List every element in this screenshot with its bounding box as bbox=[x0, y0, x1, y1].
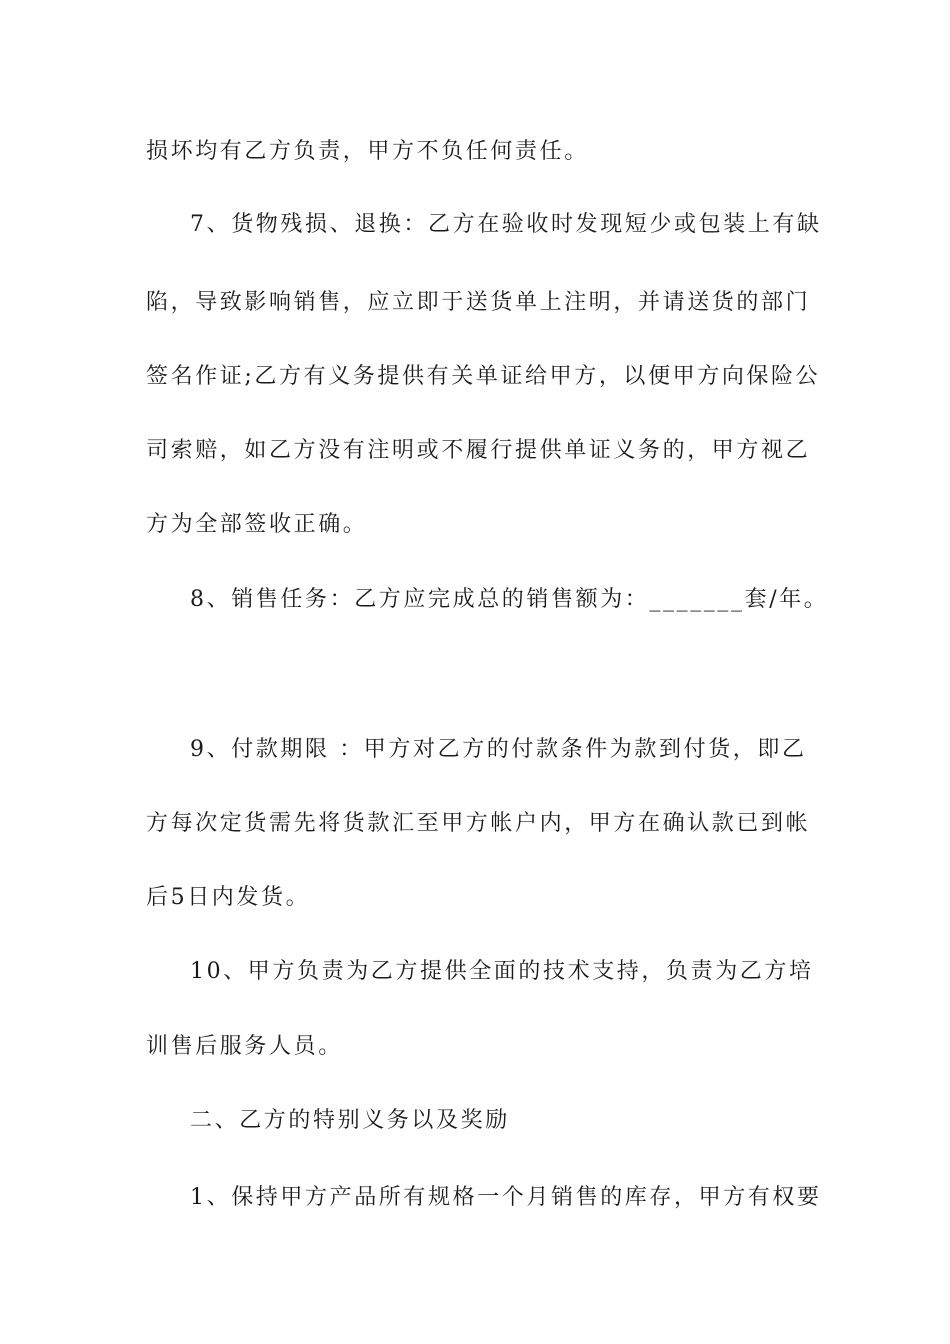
text-line-6: 方为全部签收正确。 bbox=[146, 512, 368, 537]
text-line-7: 8、销售任务：乙方应完成总的销售额为：_______套/年。 bbox=[190, 587, 829, 612]
section-heading: 二、乙方的特别义务以及奖励 bbox=[190, 1108, 510, 1133]
text-line-4: 签名作证;乙方有义务提供有关单证给甲方，以便甲方向保险公 bbox=[146, 364, 821, 389]
text-line-8: 9、付款期限 ：甲方对乙方的付款条件为款到付货，即乙 bbox=[190, 737, 807, 762]
text-line-10: 后5日内发货。 bbox=[146, 885, 311, 910]
text-line-5: 司索赔，如乙方没有注明或不履行提供单证义务的，甲方视乙 bbox=[146, 438, 811, 463]
text-line-2: 7、货物残损、退换：乙方在验收时发现短少或包装上有缺 bbox=[190, 212, 822, 237]
text-line-9: 方每次定货需先将货款汇至甲方帐户内，甲方在确认款已到帐 bbox=[146, 811, 811, 836]
text-line-11: 10、甲方负责为乙方提供全面的技术支持，负责为乙方培 bbox=[190, 959, 814, 984]
text-line-1: 损坏均有乙方负责，甲方不负任何责任。 bbox=[146, 139, 589, 164]
text-line-3: 陷，导致影响销售，应立即于送货单上注明，并请送货的部门 bbox=[146, 290, 811, 315]
text-line-12: 训售后服务人员。 bbox=[146, 1034, 343, 1059]
text-line-14: 1、保持甲方产品所有规格一个月销售的库存，甲方有权要 bbox=[190, 1185, 822, 1210]
